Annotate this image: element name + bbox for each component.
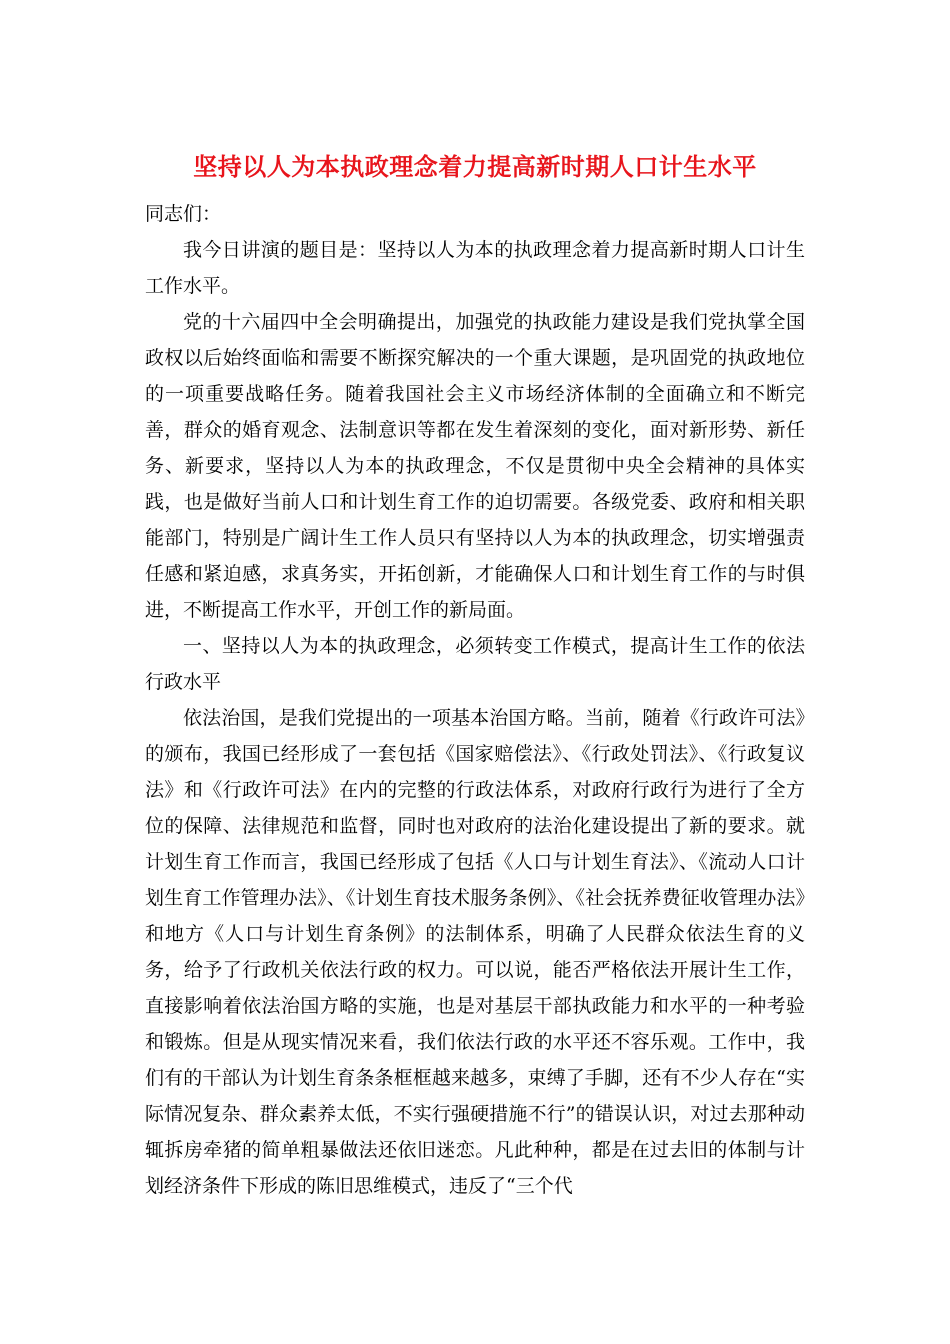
salutation: 同志们：	[145, 203, 222, 225]
document-page	[145, 150, 805, 1204]
document-title: 坚持以人为本执政理念着力提高新时期人口计生水平	[193, 152, 757, 181]
paragraph-background: 党的十六届四中全会明确提出，加强党的执政能力建设是我们党执掌全国政权以后始终面临和需要不断探究解决的一个重大课题，是巩固党的执政地位的一项重要战略任务。随着我国社会主义市场经济体制的全面确立和不断完善，群众的婚育观念、法制意识等都在发生着深刻的变化，面对新形势、新任务、新要求，坚持以人为本的执政理念，不仅是贯彻中央全会精神的具体实践，也是做好当前人口和计划生育工作的迫切需要。各级党委、政府和相关职能部门，特别是广阔计生工作人员只有坚持以人为本的执政理念，切实增强责任感和紧迫感，求真务实，开拓创新，才能确保人口和计划生育工作的与时俱进，不断提高工作水平，开创工作的新局面。	[145, 311, 805, 621]
section-heading-1: 一、坚持以人为本的执政理念，必须转变工作模式，提高计生工作的依法行政水平	[145, 635, 805, 693]
paragraph-intro: 我今日讲演的题目是：坚持以人为本的执政理念着力提高新时期人口计生工作水平。	[145, 239, 805, 297]
paragraph-rule-of-law: 依法治国，是我们党提出的一项基本治国方略。当前，随着《行政许可法》的颁布，我国已经形成了一套包括《国家赔偿法》、《行政处罚法》、《行政复议法》和《行政许可法》在内的完整的行政法体系，对政府行政行为进行了全方位的保障、法律规范和监督，同时也对政府的法治化建设提出了新的要求。就计划生育工作而言，我国已经形成了包括《人口与计划生育法》、《流动人口计划生育工作管理办法》、《计划生育技术服务条例》、《社会抚养费征收管理办法》和地方《人口与计划生育条例》的法制体系，明确了人民群众依法生育的义务，给予了行政机关依法行政的权力。可以说，能否严格依法开展计生工作，直接影响着依法治国方略的实施，也是对基层干部执政能力和水平的一种考验和锻炼。但是从现实情况来看，我们依法行政的水平还不容乐观。工作中，我们有的干部认为计划生育条条框框越来越多，束缚了手脚，还有不少人存在“实际情况复杂、群众素养太低，不实行强硬措施不行”的错误认识，对过去那种动辄拆房牵猪的简单粗暴做法还依旧迷恋。凡此种种，都是在过去旧的体制与计划经济条件下形成的陈旧思维模式，违反了“三个代	[145, 707, 805, 1197]
